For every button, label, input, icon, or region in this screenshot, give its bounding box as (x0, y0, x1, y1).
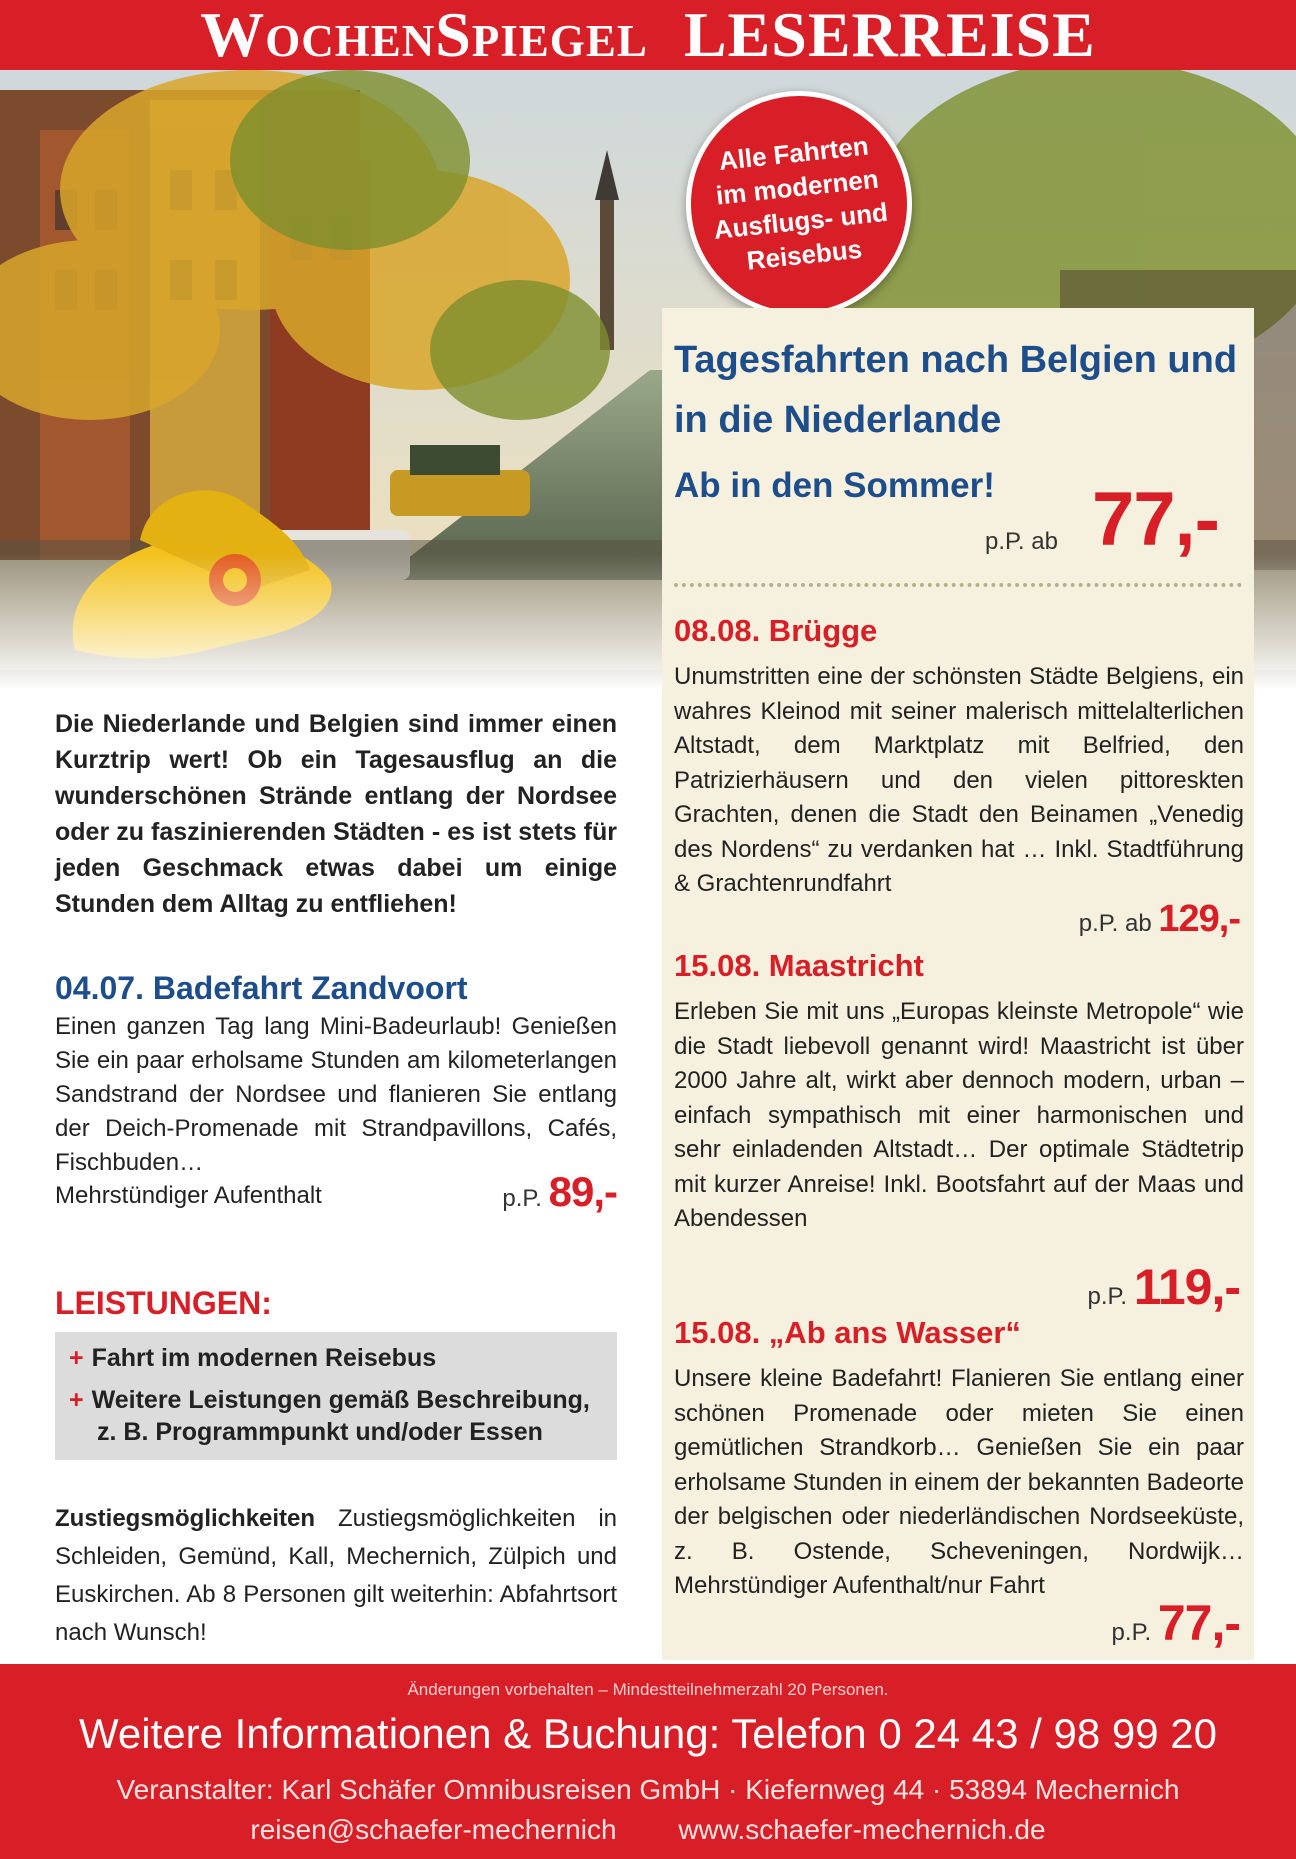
services-box (55, 1332, 617, 1460)
trip-last-line: Mehrstündiger Aufenthalt (55, 1182, 322, 1209)
website-link[interactable]: www.schaefer-mechernich.de (678, 1814, 1046, 1845)
bus-info-badge (686, 91, 912, 317)
dotted-divider (674, 583, 1242, 587)
trip-text-maastricht: Erleben Sie mit uns „Europas kleinste Metropole“ wie die Stadt liebevoll genannt wird! Maastricht ist über 2000 Jahre alt, wirkt aber dennoch modern, urban – einfach sympathisch mit einer harmonischen und sehr einladenden Altstadt… Der optimale Städtetrip mit kurzer Anreise! Inkl. Bootsfahrt auf der Maas und Abendessen (674, 998, 1244, 1232)
service-item: + Weitere Leistungen gemäß Beschreibung, (69, 1386, 590, 1414)
price-group (502, 1168, 617, 1216)
panel-title: Tagesfahrten nach Belgien und in die Niederlande (674, 339, 1238, 441)
price-label: p.P. ab (1078, 910, 1152, 937)
from-price: 77,- (1092, 477, 1219, 562)
trip-heading-maastricht: 15.08. Maastricht (674, 948, 924, 983)
boarding-label: Zustiegsmöglichkeiten (55, 1505, 316, 1532)
price-label: p.P. (502, 1185, 542, 1212)
price-value: 119,- (1133, 1259, 1240, 1315)
contact-line (0, 1814, 1296, 1846)
price-value: 77,- (1157, 1595, 1240, 1651)
trip-price-zandvoort (55, 1168, 617, 1215)
masthead-logo (0, 2, 1296, 68)
plus-icon: + (69, 1386, 84, 1414)
price-label: p.P. (1087, 1283, 1128, 1310)
masthead-leserreise: LESERREISE (683, 0, 1096, 70)
service-item: z. B. Programmpunkt und/oder Essen (97, 1418, 543, 1446)
services-heading: LEISTUNGEN: (55, 1285, 272, 1321)
organizer-info: Veranstalter: Karl Schäfer Omnibusreisen GmbH · Kiefernweg 44 · 53894 Mechernich (116, 1774, 1180, 1805)
boarding-text: Zustiegsmöglichkeiten in Schleiden, Gemünd, Kall, Mechernich, Zülpich und Euskirchen. Ab 8 Personen gilt weiterhin: Abfahrtsort nach Wunsch! (55, 1505, 617, 1646)
masthead-wochenspiegel: WochenSpiegel (200, 0, 648, 70)
trip-price-bruegge (1079, 898, 1240, 941)
booking-info: Weitere Informationen & Buchung: Telefon 0 24 43 / 98 99 20 (79, 1710, 1217, 1757)
trip-text-bruegge: Unumstritten eine der schönsten Städte Belgiens, ein wahres Kleinod mit seiner malerisch mittelalterlichen Altstadt, dem Marktplatz mit Belfried, den Patrizierhäusern und den vielen pittoreskten Grachten, denen die Stadt den Beinamen „Venedig des Nordens“ zu verdanken hat … Inkl. Stadtführung & Grachtenrundfahrt (674, 663, 1244, 897)
price-label: p.P. (1111, 1619, 1152, 1646)
trip-price-maastricht (1088, 1258, 1241, 1316)
footer-note: Änderungen vorbehalten – Mindestteilnehmerzahl 20 Personen. (407, 1680, 889, 1699)
plus-icon: + (69, 1344, 84, 1372)
trip-heading-zandvoort: 04.07. Badefahrt Zandvoort (55, 970, 468, 1006)
intro-text: Die Niederlande und Belgien sind immer einen Kurztrip wert! Ob ein Tagesausflug an die wunderschönen Strände entlang der Nordsee oder zu faszinierenden Städten - es ist stets für jeden Geschmack etwas dabei um einige Stunden dem Alltag zu entfliehen! (55, 710, 617, 918)
from-price-label: p.P. ab (985, 528, 1058, 555)
boarding-info (55, 1500, 617, 1652)
trip-text-wasser: Unsere kleine Badefahrt! Flanieren Sie entlang einer schönen Promenade oder mieten Sie einen gemütlichen Strandkorb… Genießen Sie ein paar erholsame Stunden in einem der bekannten Badeorte der belgischen oder niederländischen Nordseeküste, z. B. Ostende, Scheveningen, Nordwijk… Mehrstündiger Aufenthalt/nur Fahrt (674, 1365, 1244, 1599)
panel-subtitle: Ab in den Sommer! (674, 466, 995, 505)
service-item: + Fahrt im modernen Reisebus (69, 1344, 437, 1372)
trip-price-wasser (1112, 1594, 1240, 1652)
trip-heading-bruegge: 08.08. Brügge (674, 613, 878, 648)
price-value: 129,- (1158, 898, 1240, 940)
email-link[interactable]: reisen@schaefer-mechernich (250, 1814, 617, 1845)
price-value: 89,- (548, 1168, 617, 1215)
trips-panel (662, 308, 1254, 1660)
trip-heading-wasser: 15.08. „Ab ans Wasser“ (674, 1315, 1021, 1350)
badge-text: Alle Fahrten im modernen Ausflugs- und Reisebus (712, 130, 890, 276)
footer-bar (0, 1664, 1296, 1859)
trip-text-zandvoort: Einen ganzen Tag lang Mini-Badeurlaub! Genießen Sie ein paar erholsame Stunden am kilometerlangen Sandstrand der Nordsee und flanieren Sie entlang der Deich-Promenade mit Strandpavillons, Cafés, Fischbuden… (55, 1013, 617, 1176)
